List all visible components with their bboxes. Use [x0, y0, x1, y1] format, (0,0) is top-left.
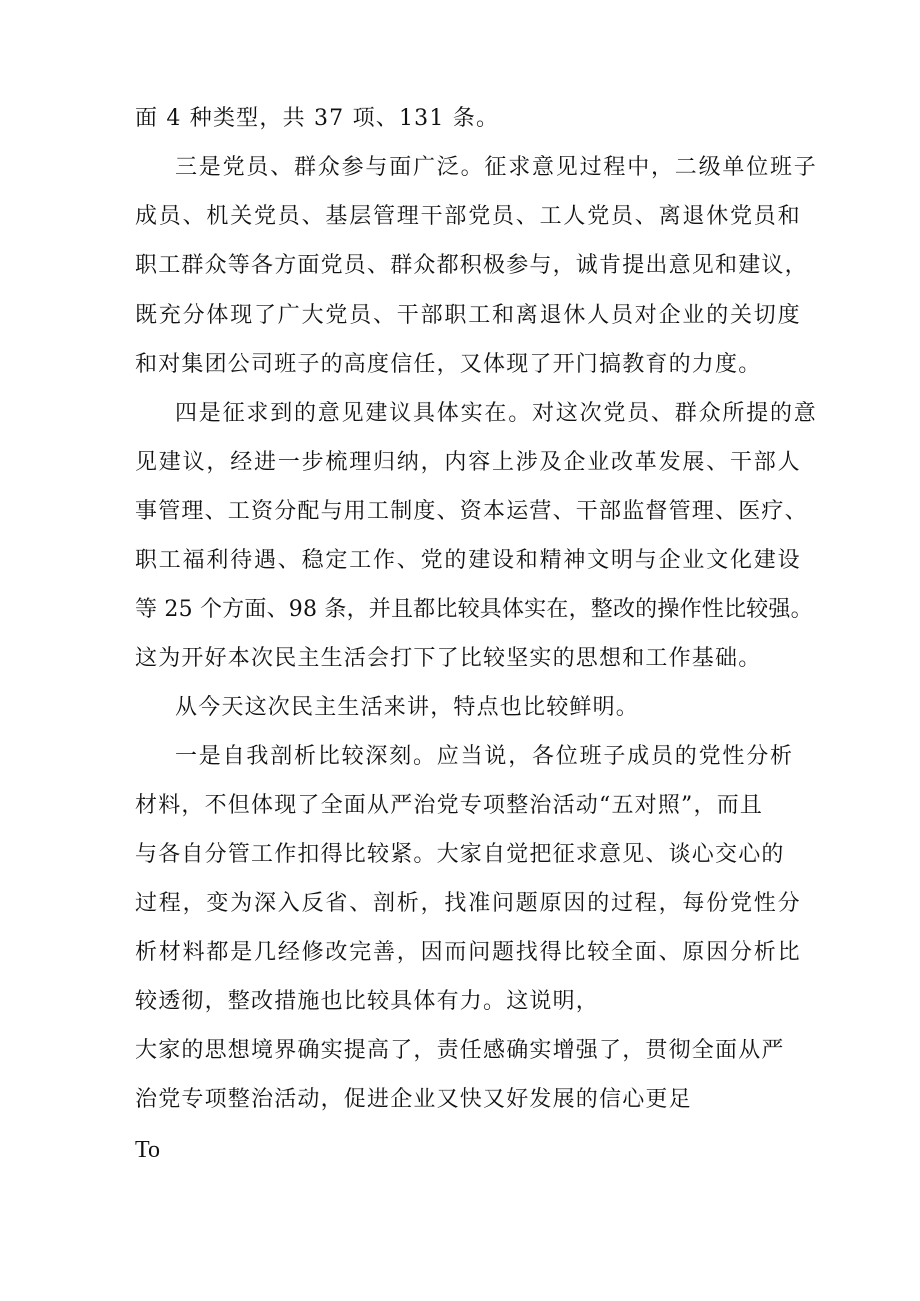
- text-line: 见建议，经进一步梳理归纳，内容上涉及企业改革发展、干部人: [135, 450, 802, 475]
- text-line: 一是自我剖析比较深刻。应当说，各位班子成员的党性分析: [175, 744, 794, 769]
- footer-text: To: [135, 1137, 160, 1163]
- text-line: 材料，不但体现了全面从严治党专项整治活动“五对照”，而且: [135, 793, 764, 818]
- text-line: 过程，变为深入反省、剖析，找准问题原因的过程，每份党性分: [135, 891, 802, 916]
- text-line: 职工福利待遇、稳定工作、党的建设和精神文明与企业文化建设: [135, 548, 802, 573]
- text-line: 大家的思想境界确实提高了，责任感确实增强了，贯彻全面从严: [135, 1038, 785, 1063]
- text-line: 治党专项整治活动，促进企业又快又好发展的信心更足: [135, 1087, 692, 1112]
- text-line: 等 25 个方面、98 条，并且都比较具体实在，整改的操作性比较强。: [135, 597, 813, 622]
- text-line: 四是征求到的意见建议具体实在。对这次党员、群众所提的意: [175, 401, 818, 426]
- text-line: 事管理、工资分配与用工制度、资本运营、干部监督管理、医疗、: [135, 499, 808, 524]
- text-line: 面 4 种类型，共 37 项、131 条。: [135, 106, 500, 131]
- text-line: 从今天这次民主生活来讲，特点也比较鲜明。: [175, 695, 640, 720]
- text-line: 三是党员、群众参与面广泛。征求意见过程中，二级单位班子: [175, 155, 818, 180]
- text-line: 较透彻，整改措施也比较具体有力。这说明，: [135, 989, 600, 1014]
- text-line: 与各自分管工作扣得比较紧。大家自觉把征求意见、谈心交心的: [135, 842, 785, 867]
- text-line: 和对集团公司班子的高度信任，又体现了开门搞教育的力度。: [135, 352, 762, 377]
- text-line: 既充分体现了广大党员、干部职工和离退休人员对企业的关切度: [135, 303, 802, 328]
- text-line: 成员、机关党员、基层管理干部党员、工人党员、离退休党员和: [135, 204, 802, 229]
- text-line: 这为开好本次民主生活会打下了比较坚实的思想和工作基础。: [135, 646, 762, 671]
- text-line: 职工群众等各方面党员、群众都积极参与，诚肯提出意见和建议，: [135, 253, 808, 278]
- text-line: 析材料都是几经修改完善，因而问题找得比较全面、原因分析比: [135, 940, 802, 965]
